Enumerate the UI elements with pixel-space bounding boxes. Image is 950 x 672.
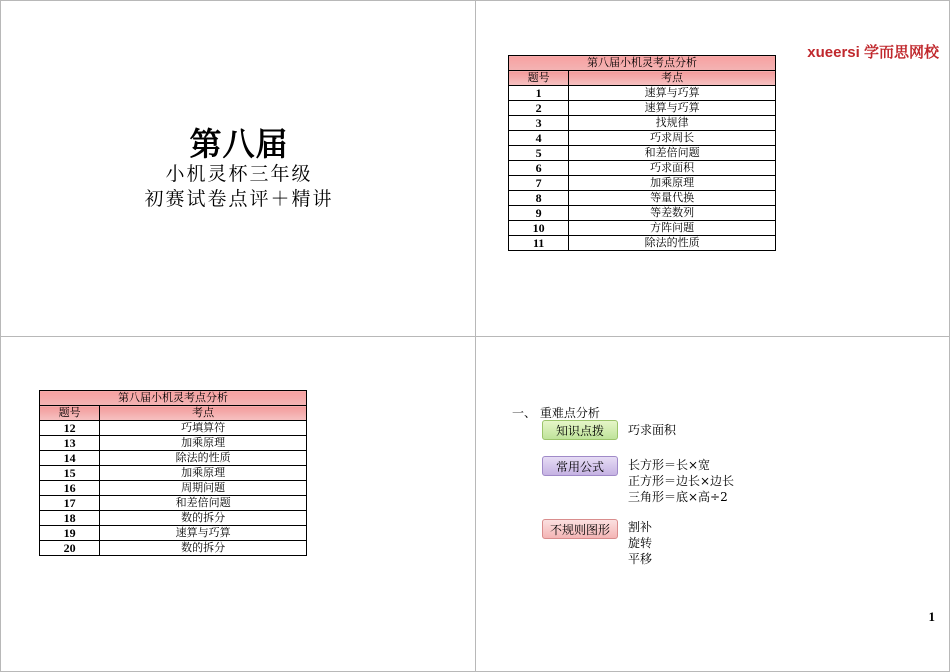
content-line: 巧求面积 xyxy=(628,423,677,437)
question-number: 2 xyxy=(509,101,569,116)
slide-key-points xyxy=(475,336,950,672)
table-row xyxy=(509,206,776,221)
col-header-number: 题号 xyxy=(40,406,100,421)
exam-topic: 数的拆分 xyxy=(100,541,307,556)
tag-formulas: 常用公式 xyxy=(542,456,618,476)
col-header-topic: 考点 xyxy=(100,406,307,421)
table-row xyxy=(509,86,776,101)
exam-topic: 等量代换 xyxy=(569,191,776,206)
exam-topic: 和差倍问题 xyxy=(569,146,776,161)
table-row xyxy=(509,146,776,161)
exam-topic: 加乘原理 xyxy=(569,176,776,191)
table-row xyxy=(40,466,307,481)
slide-title xyxy=(0,0,476,337)
exam-topic: 巧求面积 xyxy=(569,161,776,176)
question-number: 8 xyxy=(509,191,569,206)
exam-points-table-1 xyxy=(508,55,776,251)
table-row xyxy=(509,161,776,176)
table-row xyxy=(509,101,776,116)
col-header-number: 题号 xyxy=(509,71,569,86)
method-cut-fill: 割补 xyxy=(628,520,653,534)
table-row xyxy=(509,116,776,131)
exam-topic: 巧填算符 xyxy=(100,421,307,436)
exam-topic: 速算与巧算 xyxy=(569,86,776,101)
formulas-content xyxy=(628,457,734,505)
question-number: 15 xyxy=(40,466,100,481)
exam-topic: 找规律 xyxy=(569,116,776,131)
subtitle-review: 初赛试卷点评＋精讲 xyxy=(144,188,334,210)
table-row xyxy=(509,176,776,191)
question-number: 16 xyxy=(40,481,100,496)
question-number: 4 xyxy=(509,131,569,146)
question-number: 12 xyxy=(40,421,100,436)
exam-topic: 速算与巧算 xyxy=(569,101,776,116)
formula-triangle: 三角形＝底×高÷2 xyxy=(628,490,728,504)
question-number: 7 xyxy=(509,176,569,191)
table-caption: 第八届小机灵考点分析 xyxy=(509,56,776,71)
table-row xyxy=(40,526,307,541)
method-translate: 平移 xyxy=(628,552,653,566)
irregular-content xyxy=(628,519,652,567)
table-row xyxy=(509,131,776,146)
main-title: 第八届 xyxy=(189,125,289,163)
question-number: 11 xyxy=(509,236,569,251)
question-number: 19 xyxy=(40,526,100,541)
table-row xyxy=(40,451,307,466)
question-number: 14 xyxy=(40,451,100,466)
exam-topic: 加乘原理 xyxy=(100,436,307,451)
knowledge-content xyxy=(628,422,676,438)
question-number: 10 xyxy=(509,221,569,236)
page-number: 1 xyxy=(928,609,935,624)
slide-analysis-1 xyxy=(475,0,950,337)
exam-topic: 数的拆分 xyxy=(100,511,307,526)
xueersi-logo xyxy=(807,41,939,62)
table-row xyxy=(40,421,307,436)
table-row xyxy=(40,511,307,526)
question-number: 1 xyxy=(509,86,569,101)
exam-topic: 等差数列 xyxy=(569,206,776,221)
tag-knowledge: 知识点拨 xyxy=(542,420,618,440)
question-number: 3 xyxy=(509,116,569,131)
question-number: 20 xyxy=(40,541,100,556)
question-number: 18 xyxy=(40,511,100,526)
logo-latin: xueersi xyxy=(807,44,860,61)
question-number: 17 xyxy=(40,496,100,511)
table-row xyxy=(509,236,776,251)
exam-topic: 周期问题 xyxy=(100,481,307,496)
col-header-topic: 考点 xyxy=(569,71,776,86)
question-number: 5 xyxy=(509,146,569,161)
exam-topic: 巧求周长 xyxy=(569,131,776,146)
formula-rectangle: 长方形＝长×宽 xyxy=(628,458,711,472)
exam-topic: 加乘原理 xyxy=(100,466,307,481)
formula-square: 正方形＝边长×边长 xyxy=(628,474,735,488)
table-row xyxy=(40,496,307,511)
exam-topic: 除法的性质 xyxy=(100,451,307,466)
exam-topic: 除法的性质 xyxy=(569,236,776,251)
section-heading: 一、 重难点分析 xyxy=(512,406,600,420)
table-row xyxy=(40,481,307,496)
table-row xyxy=(509,221,776,236)
method-rotate: 旋转 xyxy=(628,536,653,550)
table-row xyxy=(40,541,307,556)
exam-topic: 速算与巧算 xyxy=(100,526,307,541)
question-number: 9 xyxy=(509,206,569,221)
table-caption: 第八届小机灵考点分析 xyxy=(40,391,307,406)
table-row xyxy=(509,191,776,206)
exam-points-table-2 xyxy=(39,390,307,556)
slide-analysis-2 xyxy=(0,336,476,672)
table-row xyxy=(40,436,307,451)
question-number: 13 xyxy=(40,436,100,451)
question-number: 6 xyxy=(509,161,569,176)
subtitle-grade: 小机灵杯三年级 xyxy=(165,163,313,185)
exam-topic: 方阵问题 xyxy=(569,221,776,236)
exam-topic: 和差倍问题 xyxy=(100,496,307,511)
tag-irregular-shapes: 不规则图形 xyxy=(542,519,618,539)
logo-chinese: 学而思网校 xyxy=(863,44,939,61)
